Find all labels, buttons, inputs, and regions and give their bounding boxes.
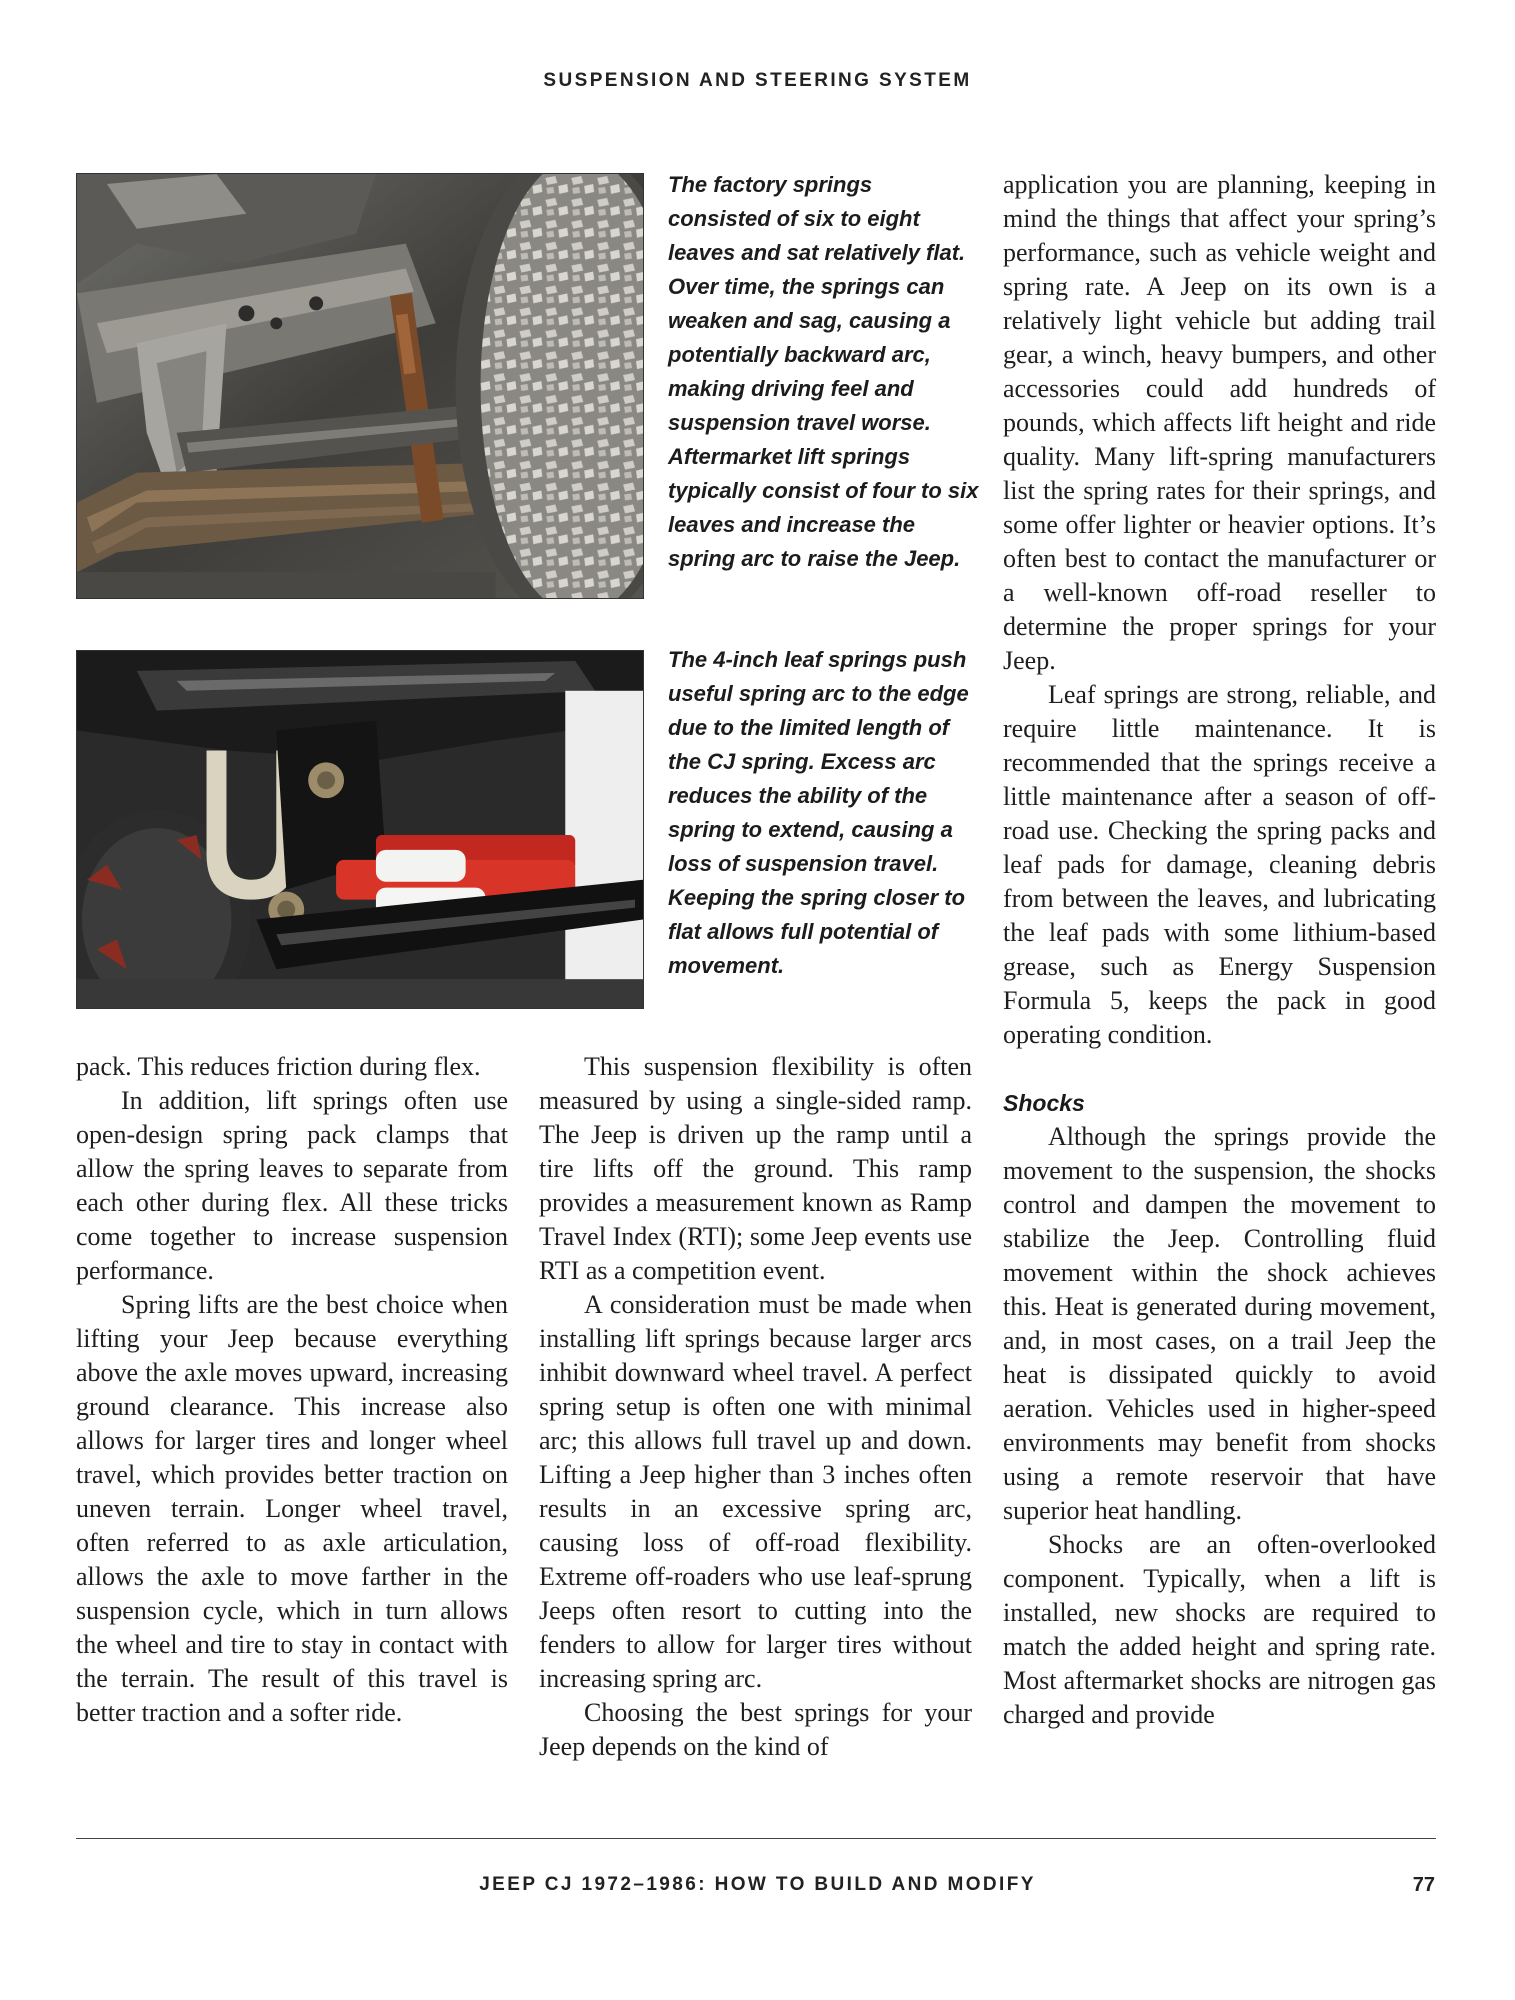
paragraph: application you are planning, keeping in mind the things that affect your spring’s performance, such as vehicle weight and spring rate. A Jeep on its own is a relatively light vehicle but adding trail gear, a winch, heavy bumpers, and other accessories could add hundreds of pounds, which affects lift height and ride quality. Many lift-spring manufacturers list the spring rates for their springs, and some offer lighter or heavier options. It’s often best to contact the manufacturer or a well-known off-road reseller to determine the proper springs for your Jeep. <box>1003 170 1436 675</box>
body-column-right <box>1003 168 1436 1732</box>
section-heading-shocks: Shocks <box>1003 1090 1085 1116</box>
running-header: SUSPENSION AND STEERING SYSTEM <box>543 70 972 91</box>
four-inch-leaf-springs-illustration <box>77 651 643 1008</box>
factory-springs-caption: The factory springs consisted of six to eight leaves and sat relatively flat. Over time, the springs can weaken and sag, causing a potentially backward arc, making driving feel and suspension travel worse. Aftermarket lift springs typically consist of four to six leaves and increase the spring arc to raise the Jeep. <box>668 172 979 571</box>
paragraph: Choosing the best springs for your Jeep depends on the kind of <box>539 1698 972 1761</box>
paragraph: This suspension flexibility is often measured by using a single-sided ramp. The Jeep is driven up the ramp until a tire lifts off the ground. This ramp provides a measurement known as Ramp Travel Index (RTI); some Jeep events use RTI as a competition event. <box>539 1052 972 1285</box>
four-inch-leaf-springs-photo <box>76 650 644 1009</box>
paragraph: pack. This reduces friction during flex. <box>76 1052 481 1081</box>
page-number: 77 <box>1412 1874 1435 1896</box>
paragraph: Shocks are an often-overlooked component. Typically, when a lift is installed, new shocks are required to match the added height and spring rate. Most aftermarket shocks are nitrogen gas charged and provide <box>1003 1530 1436 1729</box>
factory-springs-photo <box>76 173 644 599</box>
four-inch-leaf-springs-caption: The 4-inch leaf springs push useful spring arc to the edge due to the limited length of the CJ spring. Excess arc reduces the ability of the spring to extend, causing a loss of suspension travel. Keeping the spring closer to flat allows full potential of movement. <box>668 647 969 978</box>
footer-book-title: JEEP CJ 1972–1986: HOW TO BUILD AND MODIFY <box>479 1874 1036 1895</box>
footer-divider <box>76 1838 1436 1839</box>
body-column-left <box>76 1050 508 1730</box>
paragraph: A consideration must be made when installing lift springs because larger arcs inhibit downward wheel travel. A perfect spring setup is often one with minimal arc; this allows full travel up and down. Lifting a Jeep higher than 3 inches often results in an excessive spring arc, causing loss of off-road flexibility. Extreme off-roaders who use leaf-sprung Jeeps often resort to cutting into the fenders to allow for larger tires without increasing spring arc. <box>539 1290 972 1693</box>
paragraph: Leaf springs are strong, reliable, and require little maintenance. It is recommended that the springs receive a little maintenance after a season of off-road use. Checking the spring packs and leaf pads for damage, cleaning debris from between the leaves, and lubricating the leaf pads with some lithium-based grease, such as Energy Suspension Formula 5, keeps the pack in good operating condition. <box>1003 680 1436 1049</box>
paragraph: Spring lifts are the best choice when lifting your Jeep because everything above the axle moves upward, increasing ground clearance. This increase also allows for larger tires and longer wheel travel, which provides better traction on uneven terrain. Longer wheel travel, often referred to as axle articulation, allows the axle to move farther in the suspension cycle, which in turn allows the wheel and tire to stay in contact with the terrain. The result of this travel is better traction and a softer ride. <box>76 1290 508 1727</box>
factory-springs-illustration <box>77 174 643 598</box>
paragraph: In addition, lift springs often use open-design spring pack clamps that allow the spring leaves to separate from each other during flex. All these tricks come together to increase suspension performance. <box>76 1086 508 1285</box>
body-column-middle <box>539 1050 972 1764</box>
paragraph: Although the springs provide the movement to the suspension, the shocks control and dampen the movement to stabilize the Jeep. Controlling fluid movement within the shock achieves this. Heat is generated during movement, and, in most cases, on a trail Jeep the heat is dissipated quickly to avoid aeration. Vehicles used in higher-speed environments may benefit from shocks using a remote reservoir that have superior heat handling. <box>1003 1122 1436 1525</box>
